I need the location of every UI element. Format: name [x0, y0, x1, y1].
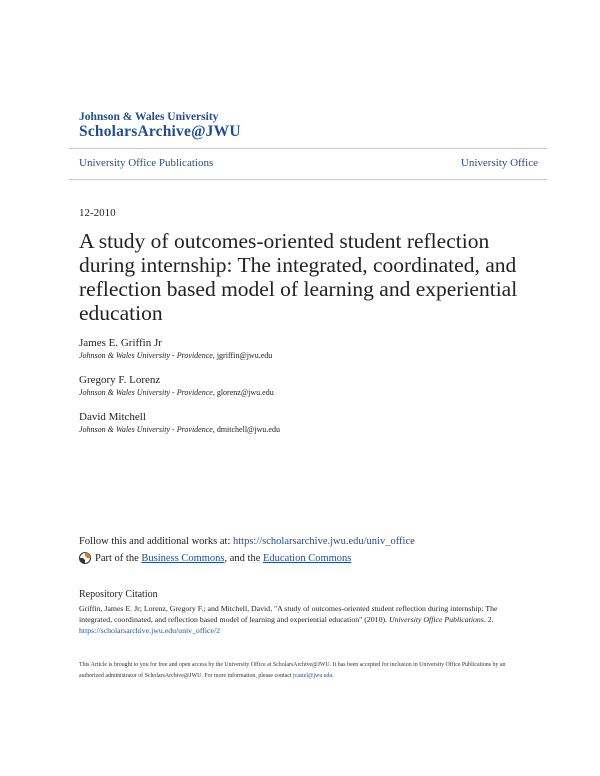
- access-statement: [79, 660, 529, 682]
- series-link[interactable]: University Office Publications: [79, 157, 214, 169]
- business-commons-link[interactable]: Business Commons: [141, 552, 225, 564]
- publication-date: 12-2010: [79, 207, 116, 219]
- header-top-divider: [69, 148, 547, 149]
- institution-name: Johnson & Wales University: [79, 111, 219, 123]
- commons-joiner: , and the: [224, 552, 261, 564]
- author-email[interactable]: glorenz@jwu.edu: [216, 388, 274, 397]
- access-end: .: [332, 673, 334, 679]
- department-link[interactable]: University Office: [460, 157, 538, 169]
- citation-heading: Repository Citation: [79, 589, 158, 600]
- author-email[interactable]: jgriffin@jwu.edu: [216, 351, 273, 360]
- header-bottom-divider: [69, 179, 547, 180]
- access-text: This Article is brought to you for free and open access by the University Office at ScholarsArchive@JWU. It has been accepted for inclusion in University Office Publications by an authorized administrator of ScholarsArchive@JWU. For more information, please contact: [79, 662, 506, 679]
- citation-text: [79, 603, 529, 636]
- author-name: David Mitchell: [79, 411, 146, 423]
- network-icon: [79, 552, 91, 564]
- citation-body: Griffin, James E. Jr; Lorenz, Gregory F.; and Mitchell, David, "A study of outcomes-oriented student reflection during internship: The integrated, coordinated, and reflection based model of learning and experiential education" (2010).: [79, 604, 498, 624]
- education-commons-link[interactable]: Education Commons: [263, 552, 352, 564]
- paper-title: A study of outcomes-oriented student reflection during internship: The integrated, coordinated, and reflection based model of learning and experiential education: [79, 229, 518, 325]
- citation-url[interactable]: https://scholarsarchive.jwu.edu/univ_office/2: [79, 626, 221, 635]
- follow-link[interactable]: https://scholarsarchive.jwu.edu/univ_office: [233, 536, 415, 547]
- affiliation-name: Johnson & Wales University - Providence: [79, 351, 213, 360]
- author-affiliation: Johnson & Wales University - Providence, dmitchell@jwu.edu: [79, 425, 280, 434]
- follow-line: [79, 536, 415, 547]
- author-name: James E. Griffin Jr: [79, 337, 162, 349]
- author-name: Gregory F. Lorenz: [79, 374, 161, 386]
- citation-number: . 2.: [483, 615, 494, 624]
- affiliation-name: Johnson & Wales University - Providence: [79, 388, 213, 397]
- citation-series: University Office Publications: [388, 615, 484, 624]
- follow-label: Follow this and additional works at:: [79, 536, 231, 547]
- affiliation-name: Johnson & Wales University - Providence: [79, 425, 213, 434]
- archive-name[interactable]: ScholarsArchive@JWU: [79, 123, 241, 140]
- author-affiliation: Johnson & Wales University - Providence, glorenz@jwu.edu: [79, 388, 274, 397]
- part-of-line: [79, 552, 351, 564]
- author-email[interactable]: dmitchell@jwu.edu: [216, 425, 280, 434]
- part-of-label: Part of the: [95, 552, 139, 564]
- author-affiliation: Johnson & Wales University - Providence, jgriffin@jwu.edu: [79, 351, 273, 360]
- contact-email[interactable]: jcastel@jwu.edu: [293, 673, 333, 679]
